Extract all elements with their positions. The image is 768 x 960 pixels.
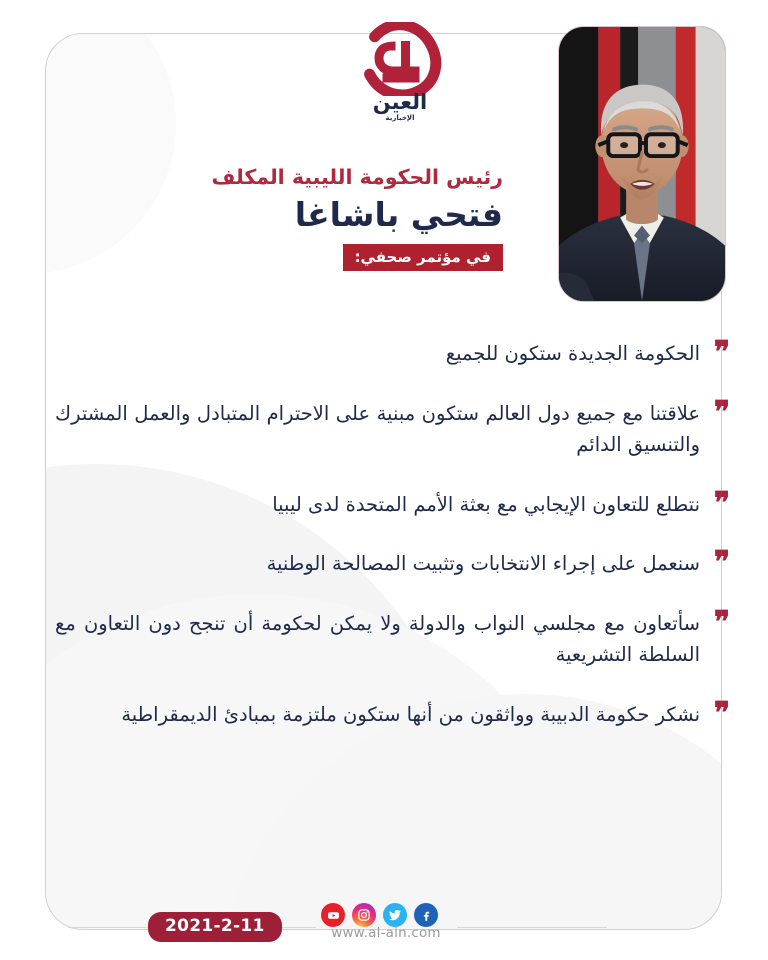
- list-item: [55, 394, 740, 461]
- quote-text: سأتعاون مع مجلسي النواب والدولة ولا يمكن لحكومة أن تنجح دون التعاون مع السلطة التشريعية: [55, 611, 700, 667]
- social-links: [321, 903, 438, 927]
- list-item: [55, 485, 740, 521]
- headline-block: [83, 165, 503, 271]
- occasion-badge: في مؤتمر صحفي:: [343, 244, 503, 271]
- quote-mark-icon: ❞: [713, 485, 731, 521]
- quote-text: علاقتنا مع جميع دول العالم ستكون مبنية على الاحترام المتبادل والعمل المشترك والتنسيق الدائم: [55, 401, 700, 457]
- facebook-icon[interactable]: [414, 903, 438, 927]
- portrait-photo: [558, 26, 726, 302]
- date-badge: 2021-2-11: [148, 912, 282, 942]
- quote-text: سنعمل على إجراء الانتخابات وتثبيت المصالحة الوطنية: [266, 552, 700, 576]
- logo-wordmark: العين: [372, 90, 428, 114]
- list-item: [55, 335, 740, 370]
- youtube-icon[interactable]: [321, 903, 345, 927]
- person-role: رئيس الحكومة الليبية المكلف: [211, 165, 503, 189]
- quote-mark-icon: ❞: [713, 604, 731, 640]
- twitter-icon[interactable]: [383, 903, 407, 927]
- list-item: [55, 545, 740, 581]
- quote-text: الحكومة الجديدة ستكون للجميع: [445, 342, 700, 365]
- logo-subtext: الإخبارية: [385, 114, 415, 122]
- quote-text: نتطلع للتعاون الإيجابي مع بعثة الأمم المتحدة لدى ليبيا: [272, 492, 700, 516]
- quote-mark-icon: ❞: [713, 335, 731, 370]
- person-name: فتحي باشاغا: [294, 194, 503, 234]
- footer: [0, 880, 768, 942]
- al-ain-logo: [345, 22, 455, 122]
- portrait-illustration: [559, 27, 725, 301]
- quote-text: نشكر حكومة الدبيبة وواثقون من أنها ستكون ملتزمة بمبادئ الديمقراطية: [121, 703, 700, 727]
- quote-mark-icon: ❞: [713, 696, 731, 732]
- quote-mark-icon: ❞: [713, 394, 731, 430]
- arabic-ain-letter-logo-icon: [357, 22, 443, 96]
- list-item: [55, 696, 740, 732]
- instagram-icon[interactable]: [352, 903, 376, 927]
- site-url[interactable]: www.al-ain.com: [331, 925, 441, 941]
- quote-mark-icon: ❞: [713, 545, 731, 581]
- quotes-list: [55, 335, 740, 759]
- list-item: [55, 604, 740, 671]
- divider: [457, 927, 607, 928]
